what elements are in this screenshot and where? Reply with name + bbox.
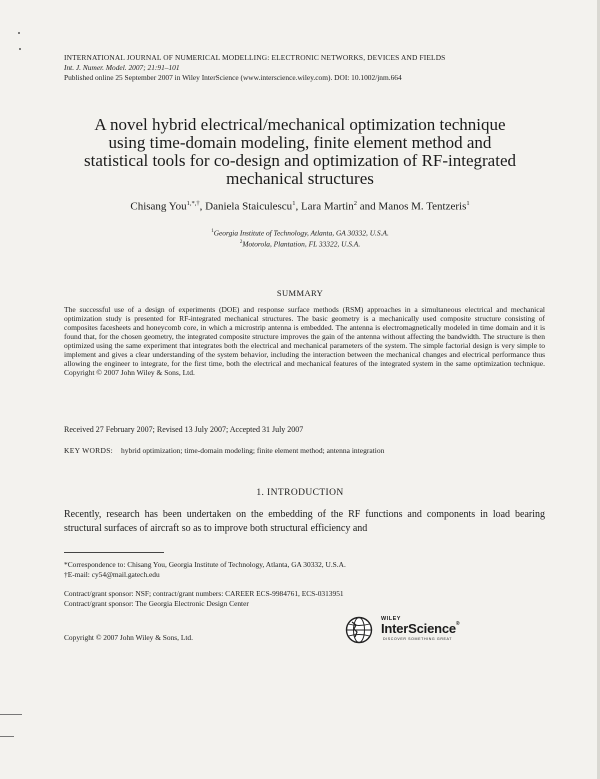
author-name: Chisang You (130, 200, 187, 213)
grant-note: Contract/grant sponsor: The Georgia Electronic Design Center (64, 599, 249, 608)
section-heading: 1. INTRODUCTION (256, 488, 344, 498)
journal-citation: Int. J. Numer. Model. 2007; 21:91–101 (64, 63, 180, 72)
correspondence-note: *Correspondence to: Chisang You, Georgia Institute of Technology, Atlanta, GA 30332, U.S.A. (64, 560, 346, 569)
wiley-interscience-logo (345, 616, 505, 646)
brand-name (381, 621, 459, 636)
footnotes (64, 560, 544, 609)
scan-speck (18, 32, 20, 34)
registered-mark: ® (455, 621, 460, 627)
author-name: Lara Martin (300, 200, 354, 213)
affiliations (40, 227, 560, 250)
summary-heading: SUMMARY (276, 288, 324, 298)
affiliation (40, 227, 560, 238)
affiliation-mark: 2 (239, 240, 243, 246)
scan-edge-line (0, 736, 14, 737)
brand-text: InterScience (381, 621, 456, 636)
author-name: Daniela Staiculescu (205, 200, 293, 213)
author-list (40, 200, 560, 213)
introduction-text: Recently, research has been undertaken on the embedding of the RF functions and components in load bearing structural surfaces of aircraft so as to improve both structural efficiency and (64, 509, 545, 534)
journal-name: INTERNATIONAL JOURNAL OF NUMERICAL MODELLING: ELECTRONIC NETWORKS, DEVICES AND FIELDS (64, 53, 446, 62)
keywords (64, 446, 544, 455)
affiliation-text: Motorola, Plantation, FL 33322, U.S.A. (242, 239, 361, 249)
brand-tagline: DISCOVER SOMETHING GREAT (383, 637, 453, 641)
author-separator: , (199, 200, 206, 213)
author-affiliation-mark: 1,*,† (186, 200, 200, 207)
author-affiliation-mark: 2 (353, 200, 358, 207)
abstract-text: The successful use of a design of experiments (DOE) and response surface methods (RSM) approaches in a simultaneous electrical and mechanical optimization study is presented for RF-integrated mechanical structures. The basic geometry is a mechanically used composite structure consisting of composites facesheets and honeycomb core, in which a microstrip antenna is embedded. The antenna is electromagnetically modeled in time domain and it is found that, for the chosen geometry, the integrated composite structure improves the gain of the antenna without affecting the bandwidth. The structure is then optimized using the same experiment that integrates both the electrical and mechanical parameters of the system. The simple factorial design is very simple to implement and gives a clear understanding of the system behavior, including the interaction between the mechanical changes and electrical performance thus allowing the engineer to integrate, for the first time, both the electrical and mechanical features of the integrated system in the same optimization technique. Copyright © 2007 John Wiley & Sons, Ltd. (64, 305, 545, 377)
grant-note: Contract/grant sponsor: NSF; contract/grant numbers: CAREER ECS-9984761, ECS-0313951 (64, 589, 344, 598)
author-separator: , (295, 200, 301, 213)
keywords-label: KEY WORDS: (64, 446, 114, 455)
scan-edge-line (0, 714, 22, 715)
affiliation (40, 238, 560, 249)
title-line: mechanical structures (226, 169, 374, 188)
author-separator: and (357, 200, 379, 213)
author-name: Manos M. Tentzeris (378, 200, 467, 213)
copyright-notice: Copyright © 2007 John Wiley & Sons, Ltd. (64, 633, 193, 642)
affiliation-text: Georgia Institute of Technology, Atlanta, GA 30332, U.S.A. (213, 228, 389, 238)
globe-icon (345, 616, 373, 644)
author-affiliation-mark: 1 (466, 200, 470, 207)
email-note: †E-mail: cy54@mail.gatech.edu (64, 570, 160, 579)
title-line: statistical tools for co-design and optimization of RF-integrated (84, 151, 516, 170)
keywords-text: hybrid optimization; time-domain modeling; finite element method; antenna integration (121, 446, 385, 455)
author-affiliation-mark: 1 (292, 200, 296, 207)
footnote-divider (64, 552, 164, 553)
paper-title (40, 116, 560, 188)
publisher-name: WILEY (381, 616, 401, 622)
title-line: using time-domain modeling, finite element method and (108, 133, 492, 152)
submission-dates: Received 27 February 2007; Revised 13 July 2007; Accepted 31 July 2007 (64, 425, 304, 434)
title-line: A novel hybrid electrical/mechanical optimization technique (94, 115, 506, 134)
publication-info: Published online 25 September 2007 in Wiley InterScience (www.interscience.wiley.com). DOI: 10.1002/jnm.664 (64, 73, 402, 82)
scan-speck (19, 48, 21, 50)
affiliation-mark: 1 (211, 229, 214, 234)
